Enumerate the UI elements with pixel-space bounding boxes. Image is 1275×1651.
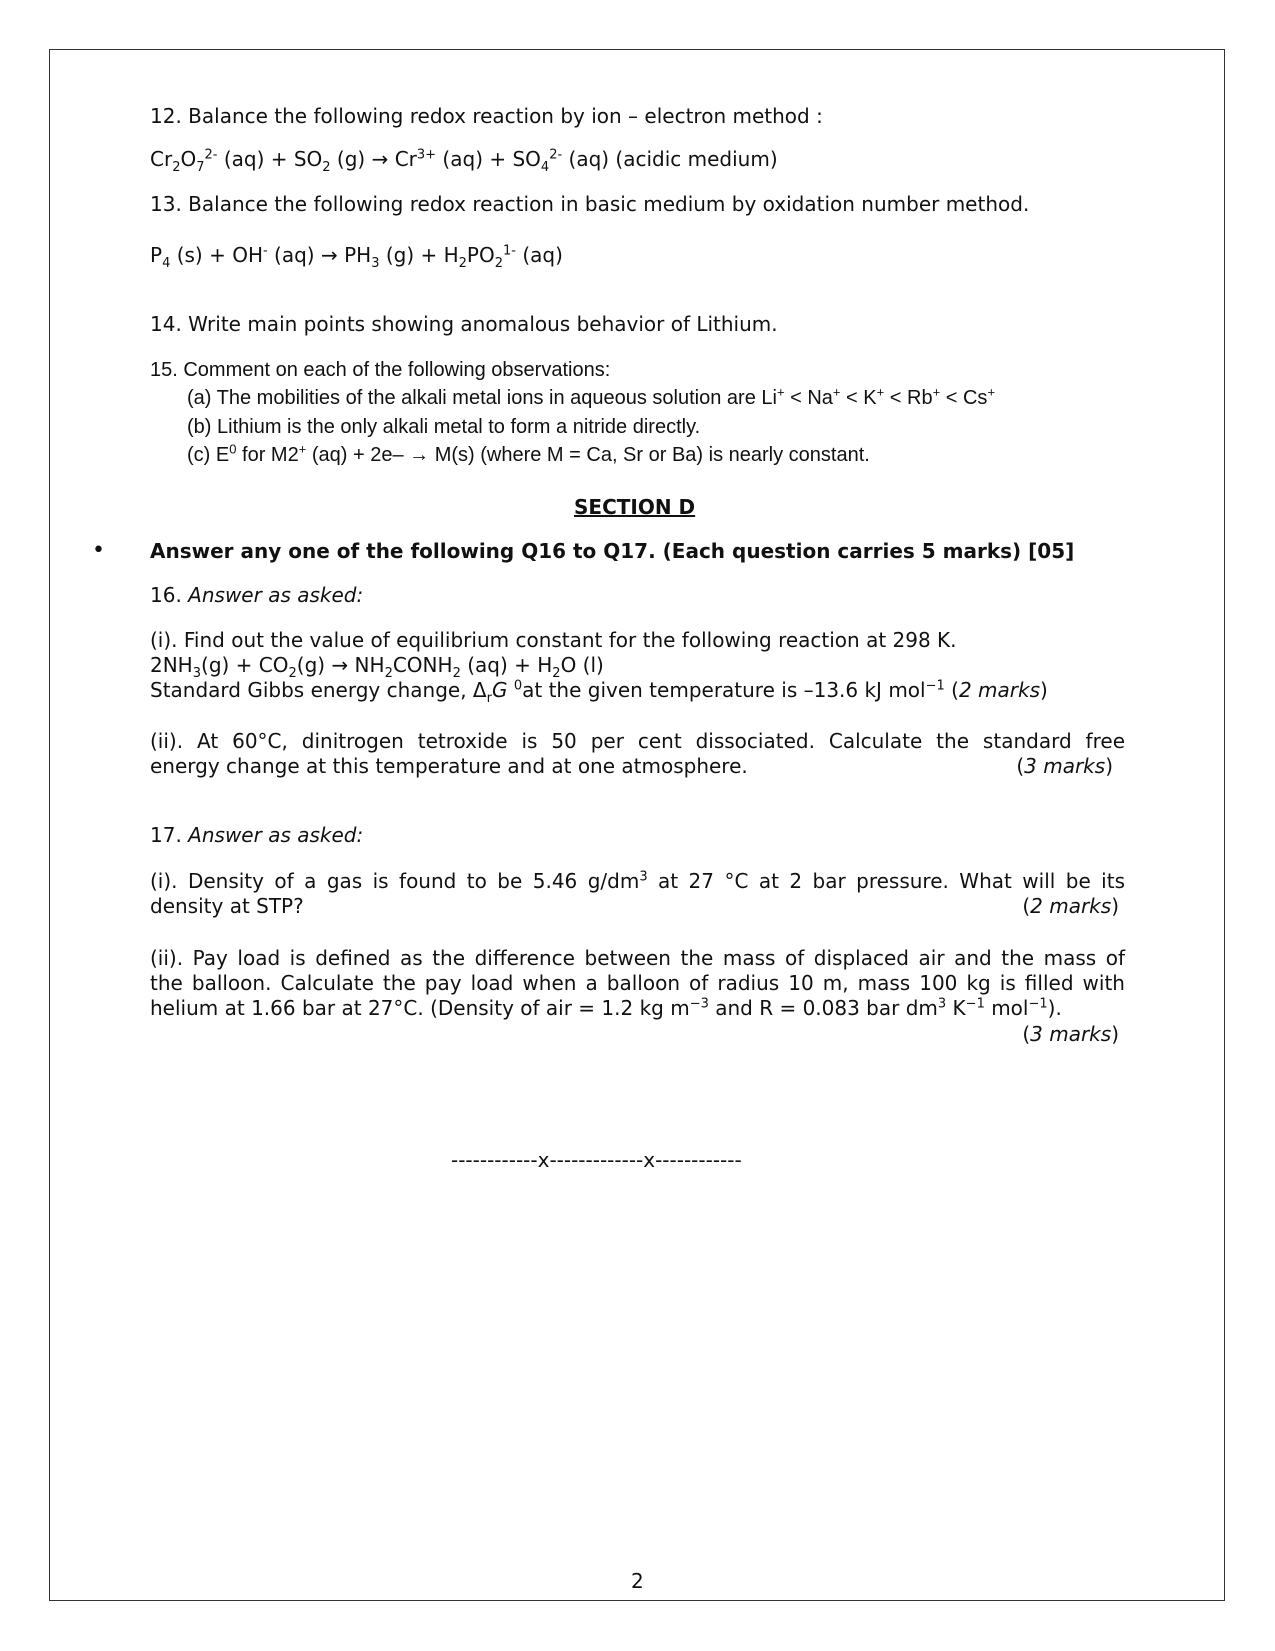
question-17-ii-line1: (ii). Pay load is defined as the difference between the mass of displaced air and the mass of xyxy=(150,946,1125,970)
question-15-a: (a) The mobilities of the alkali metal ions in aqueous solution are Li+ < Na+ < K+ < Rb+ < Cs+ xyxy=(187,384,996,409)
question-16-ii-line2: energy change at this temperature and at one atmosphere. xyxy=(150,754,748,778)
question-16-ii-line1: (ii). At 60°C, dinitrogen tetroxide is 50 per cent dissociated. Calculate the standard free xyxy=(150,729,1125,753)
question-12: 12. Balance the following redox reaction by ion – electron method : xyxy=(150,104,823,128)
question-17-i-marks: (2 marks) xyxy=(1022,894,1119,918)
question-15-c: (c) $E^0$ for M2+ (aq) + 2e– → M(s) (where M = Ca, Sr or Ba) is nearly constant. xyxy=(187,441,870,466)
question-16: 16. Answer as asked: xyxy=(150,583,364,607)
question-15-b: (b) Lithium is the only alkali metal to form a nitride directly. xyxy=(187,416,701,438)
question-15: 15. Comment on each of the following observations: xyxy=(150,359,611,381)
question-13: 13. Balance the following redox reaction in basic medium by oxidation number method. xyxy=(150,192,1030,216)
question-16-ii-marks: (3 marks) xyxy=(1016,754,1113,778)
section-instruction: Answer any one of the following Q16 to Q17. (Each question carries 5 marks) [05] xyxy=(150,539,1075,563)
page-number: 2 xyxy=(631,1569,644,1593)
section-heading: SECTION D xyxy=(574,495,696,519)
question-16-i-equation: $2NH_3(g) + CO_2(g)$ → $NH_2CONH_2$ $(aq) + H_2O$ (l) xyxy=(150,653,604,681)
question-14: 14. Write main points showing anomalous behavior of Lithium. xyxy=(150,312,778,336)
question-17: 17. Answer as asked: xyxy=(150,823,364,847)
question-16-i-gibbs: Standard Gibbs energy change, $\Delta_rG$ $^0$at the given temperature is –13.6 kJ mol$^{-1}$ (2 marks) xyxy=(150,678,1048,706)
question-16-i: (i). Find out the value of equilibrium constant for the following reaction at 298 K. xyxy=(150,628,957,652)
end-marker: ------------x-------------x------------ xyxy=(451,1148,742,1172)
question-17-ii-marks: (3 marks) xyxy=(1022,1022,1119,1046)
question-17-ii-line3: helium at 1.66 bar at 27°C. (Density of air = 1.2 kg $m^{-3}$ and R = 0.083 bar $dm^3$ $K^{-1}$ mol$^{-1}$). xyxy=(150,996,1062,1020)
bullet-icon: • xyxy=(92,538,105,563)
question-17-ii-line2: the balloon. Calculate the pay load when a balloon of radius 10 m, mass 100 kg is filled with xyxy=(150,971,1125,995)
question-17-i-line2: density at STP? xyxy=(150,894,304,918)
question-17-i-line1: (i). Density of a gas is found to be 5.46 $g/dm^3$ at 27 °C at 2 bar pressure. What will be its xyxy=(150,869,1125,893)
question-13-reaction: $P_4$ (s) + OH- $(aq) \to PH_3$ $(g) + H_2PO_2^{1-}$ (aq) xyxy=(150,243,563,271)
question-12-reaction: $Cr_2O_7^{2-}$ $(aq) + SO_2$ $(g) \to Cr^{3+}$ $(aq) + SO_4^{2-}$ (aq) (acidic medium) xyxy=(150,147,778,175)
